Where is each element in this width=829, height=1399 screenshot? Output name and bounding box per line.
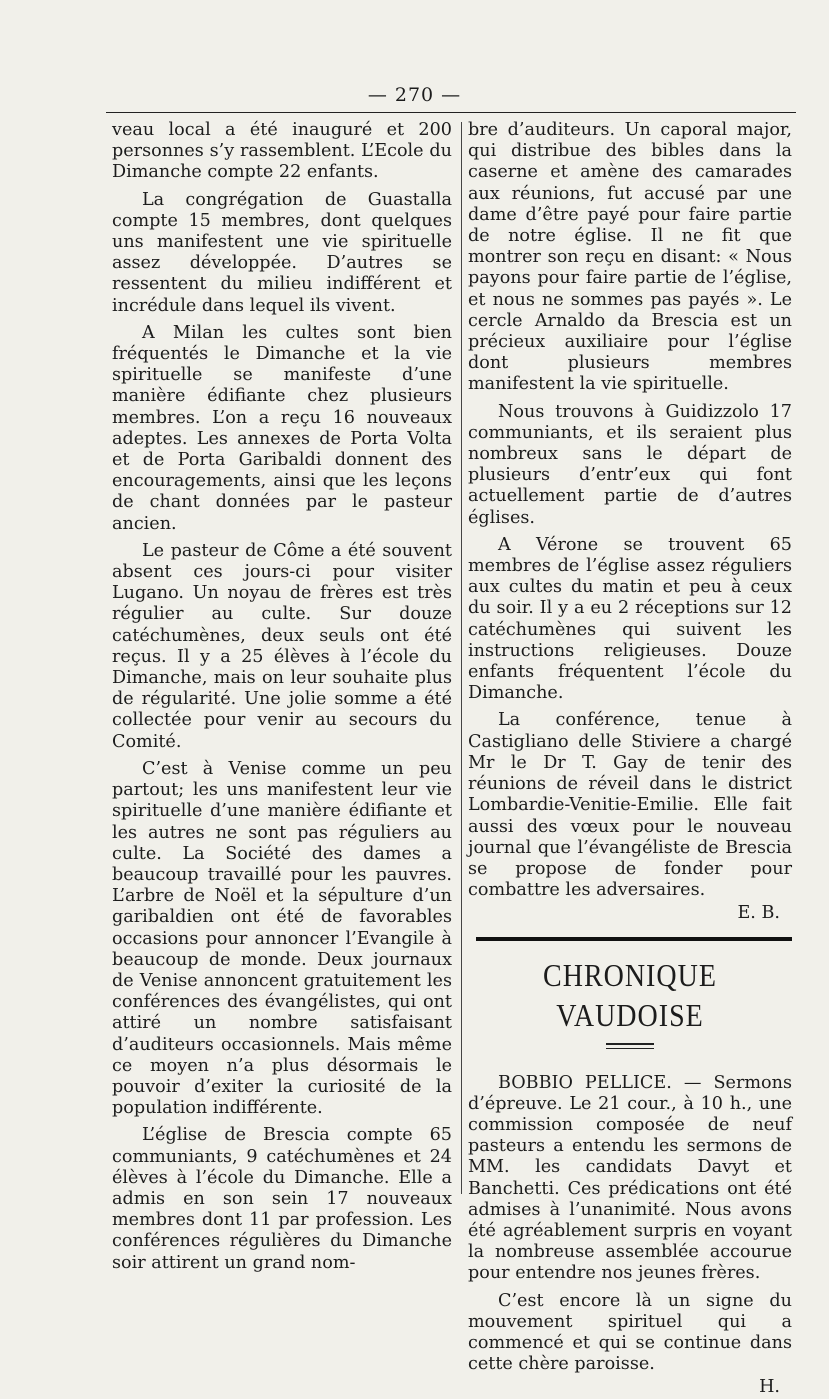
- paragraph: BOBBIO PELLICE. — Sermons d’épreuve. Le 21 cour., à 10 h., une commission composée de neuf pasteurs a entendu les sermons de MM. les candidats Davyt et Banchetti. Ces prédications ont été admises à l’unanimité. Nous avons été agréablement surpris en voyant la nombreuse assemblée accourue pour entendre nos jeunes frères.: [468, 1072, 792, 1284]
- paragraph: A Milan les cultes sont bien fréquentés le Dimanche et la vie spirituelle se manifeste d’une manière édifiante chez plusieurs membres. L’on a reçu 16 nouveaux adeptes. Les annexes de Porta Volta et de Porta Garibaldi donnent des encouragements, ainsi que les leçons de chant données par le pasteur ancien.: [112, 322, 452, 534]
- right-column: [468, 120, 792, 1399]
- article-signature: E. B.: [737, 903, 780, 924]
- paragraph: C’est encore là un signe du mouvement spirituel qui a commencé et qui se continue dans cette chère paroisse.: [468, 1290, 792, 1375]
- left-column: [112, 120, 452, 1274]
- top-rule: [106, 112, 796, 113]
- paragraph: veau local a été inauguré et 200 personnes s’y rassemblent. L’Ecole du Dimanche compte 22 enfants.: [112, 120, 452, 183]
- title-ornament: [606, 1043, 654, 1049]
- paragraph: La congrégation de Guastalla compte 15 membres, dont quelques uns manifestent une vie spirituelle assez développée. D’autres se ressentent du milieu indifférent et incrédule dans lequel ils vivent.: [112, 189, 452, 316]
- paragraph: Nous trouvons à Guidizzolo 17 communiants, et ils seraient plus nombreux sans le départ de plusieurs d’entr’eux qui font actuellement partie de d’autres églises.: [468, 401, 792, 528]
- paragraph: La conférence, tenue à Castigliano delle Stiviere a chargé Mr le Dr T. Gay de tenir des réunions de réveil dans le district Lombardie-Venitie-Emilie. Elle fait aussi des vœux pour le nouveau journal que l’évangéliste de Brescia se propose de fonder pour combattre les adversaires.: [468, 710, 792, 901]
- column-divider: [461, 122, 462, 1194]
- page-number: — 270 —: [367, 84, 462, 106]
- section-rule: [476, 937, 792, 941]
- paragraph: Le pasteur de Côme a été souvent absent ces jours-ci pour visiter Lugano. Un noyau de frères est très régulier au culte. Sur douze catéchumènes, deux seuls ont été reçus. Il y a 25 élèves à l’école du Dimanche, mais on leur souhaite plus de régularité. Une jolie somme a été collectée pour venir au secours du Comité.: [112, 540, 452, 752]
- section-signature: H.: [759, 1377, 780, 1398]
- paragraph: bre d’auditeurs. Un caporal major, qui distribue des bibles dans la caserne et amène des camarades aux réunions, fut accusé par une dame d’être payé pour faire partie de notre église. Il ne fit que montrer son reçu en disant: « Nous payons pour faire partie de l’église, et nous ne sommes pas payés ». Le cercle Arnaldo da Brescia est un précieux auxiliaire pour l’église dont plusieurs membres manifestent la vie spirituelle.: [468, 120, 792, 395]
- paragraph: C’est à Venise comme un peu partout; les uns manifestent leur vie spirituelle d’une manière édifiante et les autres ne sont pas réguliers au culte. La Société des dames a beaucoup travaillé pour les pauvres. L’arbre de Noël et la sépulture d’un garibaldien ont été de favorables occasions pour annoncer l’Evangile à beaucoup de monde. Deux journaux de Venise annoncent gratuitement les conférences des évangélistes, qui ont attiré un nombre satisfaisant d’auditeurs occasionnels. Mais même ce moyen n’a plus désormais le pouvoir d’exiter la curiosité de la population indifférente.: [112, 758, 452, 1119]
- paragraph: A Vérone se trouvent 65 membres de l’église assez réguliers aux cultes du matin et peu à ceux du soir. Il y a eu 2 réceptions sur 12 catéchumènes qui suivent les instructions religieuses. Douze enfants fréquentent l’école du Dimanche.: [468, 534, 792, 704]
- section-title: CHRONIQUE VAUDOISE: [543, 958, 717, 1034]
- paragraph: L’église de Brescia compte 65 communiants, 9 catéchumènes et 24 élèves à l’école du Dimanche. Elle a admis en son sein 17 nouveaux membres dont 11 par profession. Les conférences régulières du Dimanche soir attirent un grand nom-: [112, 1125, 452, 1273]
